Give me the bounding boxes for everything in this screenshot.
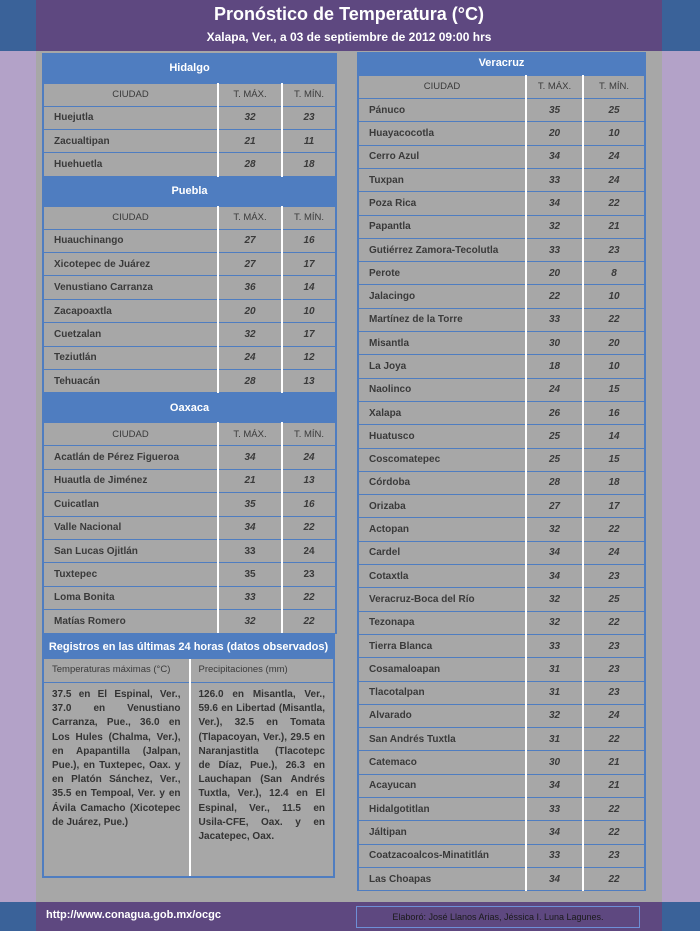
table-row [358,168,645,191]
max-temp-value: 32 [218,106,282,129]
table-row [43,446,336,469]
city-name: Venustiano Carranza [43,276,218,299]
city-name: Matías Romero [43,610,218,633]
column-header-tmax: T. MÁX. [526,75,583,98]
table-row [43,129,336,152]
table-row [358,145,645,168]
min-temp-value: 17 [583,495,645,518]
min-temp-value: 14 [583,425,645,448]
city-name: Tuxpan [358,168,526,191]
table-row [358,658,645,681]
precip-column [189,659,334,876]
max-temp-value: 27 [526,495,583,518]
min-temp-value: 10 [282,299,336,322]
city-name: Coatzacoalcos-Minatitlán [358,844,526,867]
min-temp-value: 8 [583,262,645,285]
city-name: Alvarado [358,704,526,727]
max-temp-value: 34 [526,774,583,797]
table-row [358,401,645,424]
min-temp-value: 23 [583,238,645,261]
max-temp-value: 34 [526,821,583,844]
city-name: Veracruz-Boca del Río [358,588,526,611]
min-temp-value: 24 [583,541,645,564]
city-name: Perote [358,262,526,285]
min-temp-value: 23 [583,658,645,681]
max-temp-value: 28 [218,153,282,176]
min-temp-value: 10 [583,122,645,145]
min-temp-value: 24 [583,168,645,191]
min-temp-value: 21 [583,751,645,774]
city-name: Cardel [358,541,526,564]
min-temp-value: 15 [583,378,645,401]
max-temp-value: 33 [526,798,583,821]
min-temp-value: 16 [583,401,645,424]
min-temp-value: 22 [583,308,645,331]
table-row [358,495,645,518]
max-temp-value: 31 [526,658,583,681]
city-name: Orizaba [358,495,526,518]
city-name: Martínez de la Torre [358,308,526,331]
city-name: Loma Bonita [43,586,218,609]
precip-text: 126.0 en Misantla, Ver., 59.6 en Libertad (Misantla, Ver.), 32.5 en Tomata (Tlapacoyan, Ver.), 29.5 en Naranjastitla (Tlacotepc de Díaz, Pue.), 26.3 en Lauchapan (San Andrés Tuxtla, Ver.), 12.4 en El Espinal, Ver., 11.5 en Usila-CFE, Oax. y en Jacatepec, Oax. [198,689,325,843]
max-temp-value: 33 [526,634,583,657]
min-temp-value: 22 [583,192,645,215]
page-title: Pronóstico de Temperatura (°C) [214,4,484,24]
column-header-row [43,206,336,229]
min-temp-value: 18 [282,153,336,176]
min-temp-value: 24 [583,145,645,168]
max-temp-value: 20 [526,122,583,145]
table-row [358,99,645,122]
table-row [358,262,645,285]
city-name: Cotaxtla [358,565,526,588]
city-name: San Andrés Tuxtla [358,728,526,751]
table-row [358,541,645,564]
table-row [358,355,645,378]
table-row [43,610,336,633]
max-temp-value: 36 [218,276,282,299]
table-row [43,299,336,322]
city-name: Jáltipan [358,821,526,844]
table-row [358,332,645,355]
city-name: Tuxtepec [43,563,218,586]
min-temp-value: 22 [583,611,645,634]
table-row [358,681,645,704]
column-header-tmax: T. MÁX. [218,206,282,229]
state-header-oaxaca: Oaxaca [43,393,336,423]
max-temp-value: 35 [218,493,282,516]
min-temp-value: 20 [583,332,645,355]
max-temp-value: 20 [218,299,282,322]
max-temp-value: 34 [526,565,583,588]
max-temp-value: 25 [526,448,583,471]
column-header-tmin: T. MÍN. [282,206,336,229]
max-temp-value: 24 [526,378,583,401]
city-name: La Joya [358,355,526,378]
table-row [43,539,336,562]
min-temp-value: 22 [583,728,645,751]
min-temp-value: 23 [583,681,645,704]
max-temp-value: 28 [526,471,583,494]
min-temp-value: 22 [282,516,336,539]
observed-records-panel [42,633,335,878]
max-temp-value: 33 [526,238,583,261]
max-temp-value: 32 [526,611,583,634]
min-temp-value: 10 [583,355,645,378]
city-name: Papantla [358,215,526,238]
table-row [43,586,336,609]
city-name: Gutiérrez Zamora-Tecolutla [358,238,526,261]
max-temp-value: 32 [526,704,583,727]
page-subtitle: Xalapa, Ver., a 03 de septiembre de 2012 09:00 hrs [206,30,492,44]
city-name: Pánuco [358,99,526,122]
column-header-row [43,423,336,446]
city-name: Xicotepec de Juárez [43,253,218,276]
min-temp-value: 22 [282,610,336,633]
max-temp-value: 35 [526,99,583,122]
table-row [358,192,645,215]
city-name: Las Choapas [358,867,526,890]
city-name: Poza Rica [358,192,526,215]
table-row [358,844,645,867]
max-temp-value: 28 [218,370,282,393]
min-temp-value: 25 [583,99,645,122]
min-temp-value: 22 [583,518,645,541]
city-name: Tezonapa [358,611,526,634]
city-name: Tierra Blanca [358,634,526,657]
precip-header: Precipitaciones (mm) [191,659,334,683]
city-name: Teziutlán [43,346,218,369]
table-row [43,229,336,252]
max-temp-value: 32 [526,518,583,541]
table-row [358,471,645,494]
column-header-tmin: T. MÍN. [282,83,336,106]
city-name: Cosamaloapan [358,658,526,681]
min-temp-value: 22 [583,798,645,821]
column-header-city: CIUDAD [43,206,218,229]
table-row [358,565,645,588]
city-name: Cuetzalan [43,323,218,346]
min-temp-value: 21 [583,215,645,238]
table-row [358,448,645,471]
city-name: Huautla de Jiménez [43,469,218,492]
min-temp-value: 22 [282,586,336,609]
max-temp-value: 21 [218,469,282,492]
city-name: Huayacocotla [358,122,526,145]
min-temp-value: 10 [583,285,645,308]
table-row [43,106,336,129]
city-name: Huatusco [358,425,526,448]
city-name: Cuicatlan [43,493,218,516]
footer-url-link[interactable]: http://www.conagua.gob.mx/ocgc [46,909,221,921]
veracruz-forecast-table [357,52,646,891]
min-temp-value: 23 [583,844,645,867]
table-row [358,378,645,401]
min-temp-value: 11 [282,129,336,152]
min-temp-value: 23 [583,565,645,588]
min-temp-value: 13 [282,469,336,492]
city-name: Huehuetla [43,153,218,176]
city-name: Tehuacán [43,370,218,393]
table-row [43,276,336,299]
table-row [43,493,336,516]
max-temp-value: 34 [526,145,583,168]
max-temp-value: 31 [526,728,583,751]
city-name: Coscomatepec [358,448,526,471]
min-temp-value: 24 [282,539,336,562]
max-temp-text: 37.5 en El Espinal, Ver., 37.0 en Venustiano Carranza, Pue., 36.0 en Los Hules (Chalma, Ver.), en Apapantilla (Jalpan, Pue.), en Tuxtepec, Oax. y en Platón Sánchez, Ver., 35.5 en Tempoal, Ver. y en Ávila Camacho (Xicotepec de Juárez, Pue.) [52,689,181,828]
city-name: Huejutla [43,106,218,129]
max-temp-value: 32 [526,588,583,611]
min-temp-value: 15 [583,448,645,471]
table-row [358,728,645,751]
table-row [358,285,645,308]
max-temp-value: 30 [526,332,583,355]
table-row [358,867,645,890]
city-name: Cerro Azul [358,145,526,168]
table-row [358,821,645,844]
max-temp-value: 33 [526,308,583,331]
column-header-tmax: T. MÁX. [218,83,282,106]
max-temp-value: 26 [526,401,583,424]
table-row [358,774,645,797]
column-header-city: CIUDAD [43,83,218,106]
min-temp-value: 16 [282,493,336,516]
max-temp-value: 34 [526,867,583,890]
max-temp-value: 32 [218,323,282,346]
city-name: Actopan [358,518,526,541]
table-row [358,588,645,611]
max-temp-value: 27 [218,253,282,276]
city-name: Hidalgotitlan [358,798,526,821]
city-name: San Lucas Ojitlán [43,539,218,562]
max-temp-value: 33 [218,586,282,609]
min-temp-value: 21 [583,774,645,797]
column-header-tmax: T. MÁX. [218,423,282,446]
max-temp-value: 30 [526,751,583,774]
min-temp-value: 12 [282,346,336,369]
table-row [358,215,645,238]
city-name: Jalacingo [358,285,526,308]
table-row [43,323,336,346]
max-temp-value: 34 [526,192,583,215]
max-temp-value: 32 [526,215,583,238]
max-temp-header: Temperaturas máximas (°C) [44,659,189,683]
table-row [43,516,336,539]
table-row [43,563,336,586]
max-temp-value: 31 [526,681,583,704]
city-name: Zacualtipan [43,129,218,152]
table-row [43,370,336,393]
min-temp-value: 17 [282,323,336,346]
max-temp-value: 25 [526,425,583,448]
city-name: Acayucan [358,774,526,797]
max-temp-value: 20 [526,262,583,285]
max-temp-value: 33 [526,844,583,867]
table-row [358,308,645,331]
column-header-city: CIUDAD [358,75,526,98]
max-temp-value: 33 [526,168,583,191]
max-temp-value: 18 [526,355,583,378]
table-row [358,122,645,145]
min-temp-value: 23 [282,563,336,586]
city-name: Naolinco [358,378,526,401]
footer-credits: Elaboró: José Llanos Arias, Jéssica I. Luna Lagunes. [356,906,640,928]
observed-title: Registros en las últimas 24 horas (datos observados) [44,635,333,659]
max-temp-value: 34 [218,446,282,469]
min-temp-value: 23 [583,634,645,657]
max-temp-value: 22 [526,285,583,308]
max-temp-value: 32 [218,610,282,633]
table-row [358,238,645,261]
city-name: Acatlán de Pérez Figueroa [43,446,218,469]
city-name: Tlacotalpan [358,681,526,704]
city-name: Córdoba [358,471,526,494]
city-name: Misantla [358,332,526,355]
table-row [43,346,336,369]
max-temp-value: 24 [218,346,282,369]
min-temp-value: 22 [583,821,645,844]
min-temp-value: 24 [282,446,336,469]
min-temp-value: 24 [583,704,645,727]
table-row [358,518,645,541]
max-temp-value: 34 [526,541,583,564]
table-row [358,751,645,774]
min-temp-value: 23 [282,106,336,129]
table-row [358,611,645,634]
column-header-row [43,83,336,106]
state-header-puebla: Puebla [43,176,336,206]
max-temp-value: 35 [218,563,282,586]
left-forecast-table [42,53,337,634]
max-temp-value: 21 [218,129,282,152]
table-row [358,798,645,821]
city-name: Zacapoaxtla [43,299,218,322]
city-name: Xalapa [358,401,526,424]
column-header-tmin: T. MÍN. [282,423,336,446]
state-header-veracruz: Veracruz [358,52,645,75]
column-header-tmin: T. MÍN. [583,75,645,98]
city-name: Catemaco [358,751,526,774]
min-temp-value: 17 [282,253,336,276]
min-temp-value: 22 [583,867,645,890]
table-row [358,634,645,657]
max-temp-value: 33 [218,539,282,562]
table-row [43,253,336,276]
min-temp-value: 14 [282,276,336,299]
state-header-hidalgo: Hidalgo [43,53,336,83]
max-temp-value: 34 [218,516,282,539]
max-temp-value: 27 [218,229,282,252]
table-row [358,704,645,727]
column-header-row [358,75,645,98]
min-temp-value: 18 [583,471,645,494]
city-name: Valle Nacional [43,516,218,539]
table-row [43,153,336,176]
column-header-city: CIUDAD [43,423,218,446]
min-temp-value: 13 [282,370,336,393]
table-row [358,425,645,448]
max-temp-column [44,659,189,876]
city-name: Huauchinango [43,229,218,252]
table-row [43,469,336,492]
min-temp-value: 25 [583,588,645,611]
min-temp-value: 16 [282,229,336,252]
